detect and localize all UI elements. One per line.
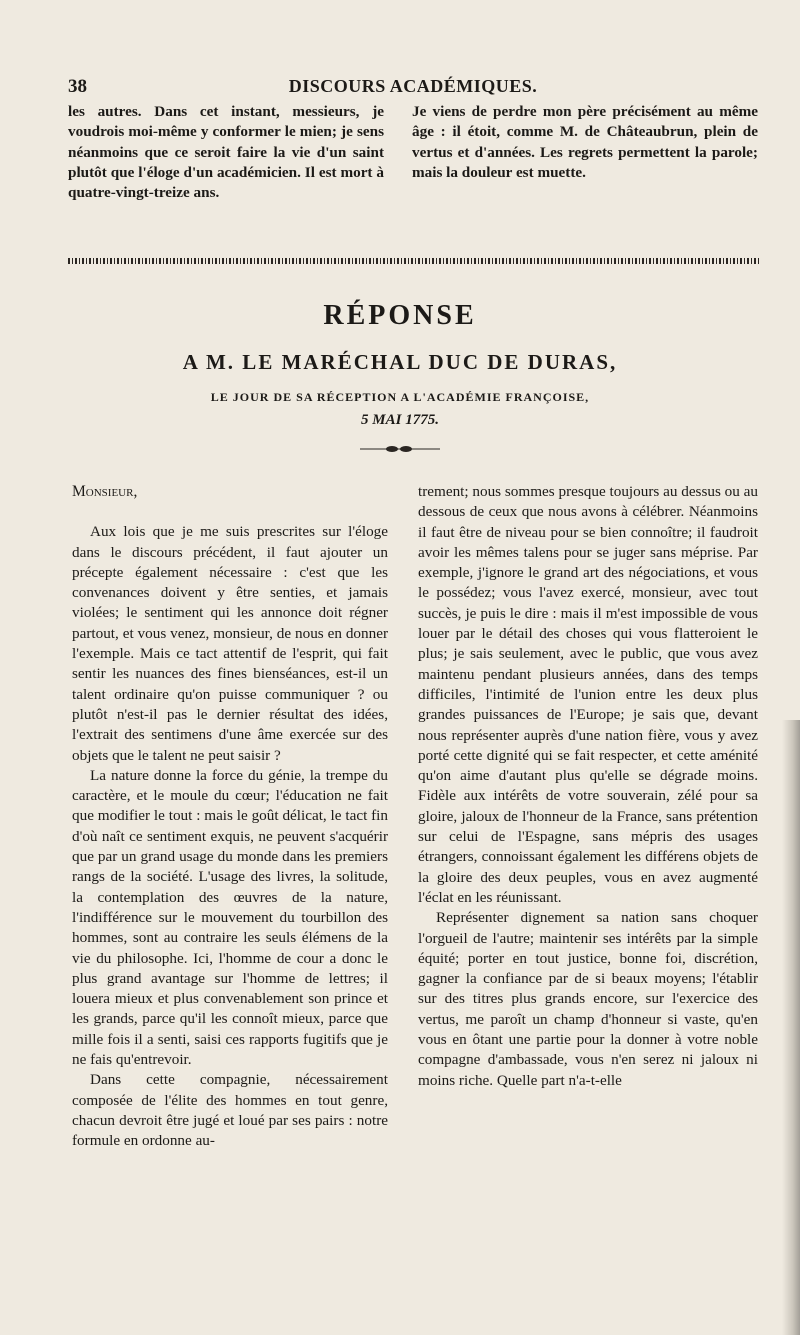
paragraph: Dans cette compagnie, nécessairement composée de l'élite des hommes en tout genre, chacun devroit être jugé et loué par ses pairs : notre formule en ordonne au- bbox=[72, 1071, 388, 1150]
speech-right-column bbox=[418, 482, 758, 1091]
running-title: DISCOURS ACADÉMIQUES. bbox=[288, 76, 538, 96]
paragraph: Représenter dignement sa nation sans choquer l'orgueil de l'autre; maintenir ses intérêts par la simple équité; porter en tout justice, bonne foi, discrétion, gagner la confiance par de si beaux moyens; l'établir sur des titres plus grands encore, sur l'exercice des vertus, me paroît un champ d'honneur si vaste, qu'en vous en ôtant une partie pour la donner à votre noble compagne d'ambassade, vous n'en serez ni jaloux ni moins riche. Quelle part n'a-t-elle bbox=[418, 909, 758, 1089]
scan-edge-shadow bbox=[782, 720, 800, 1335]
ornamental-rule bbox=[68, 258, 760, 264]
running-head bbox=[68, 76, 758, 100]
heading-recipient: A M. LE MARÉCHAL DUC DE DURAS, bbox=[182, 350, 618, 374]
separator-ornament bbox=[360, 444, 440, 454]
heading-reponse: RÉPONSE bbox=[323, 300, 477, 331]
continued-text-right: Je viens de perdre mon père précisément au même âge : il étoit, comme M. de Châteaubrun, plein de vertus et d'années. Les regrets permettent la parole; mais la douleur est muette. bbox=[412, 103, 758, 181]
heading-date: 5 MAI 1775. bbox=[361, 412, 439, 428]
paragraph: trement; nous sommes presque toujours au dessus ou au dessous de ceux que nous avons à célébrer. Néanmoins il faut être de niveau pour se bien connoître; il faudroit avoir les mêmes talens pour se juger sans méprise. Par exemple, j'ignore le grand art des négociations, et vous le possédez; vous l'avez exercé, monsieur, avec tout succès, je puis le dire : mais il m'est impossible de vous louer par le détail des choses qui vous flatteroient le plus; je sais seulement, avec le public, que vous avez maintenu pendant plusieurs années, dans des temps difficiles, l'intimité de l'union entre les deux plus grandes puissances de l'Europe; je sais que, devant nous représenter auprès d'une nation fière, vous y avez porté cette dignité qui se fait respecter, et cette aménité qu'on aime d'autant plus qu'elle se dégrade moins. Fidèle aux intérêts de votre souverain, zélé pour sa gloire, jaloux de l'honneur de la France, sans prétention sur celui de l'Espagne, sans mépris des usages étrangers, connoissant également les différens objets de la gloire des deux peuples, vous en avez augmenté l'éclat en les réunissant. bbox=[418, 483, 758, 906]
heading-occasion: LE JOUR DE SA RÉCEPTION A L'ACADÉMIE FRANÇOISE, bbox=[210, 390, 590, 404]
paragraph: La nature donne la force du génie, la trempe du caractère, et le moule du cœur; l'éducation ne fait que modifier le tout : mais le goût délicat, le tact fin d'où naît ce sentiment exquis, ne peuvent s'acquérir que par un grand usage du monde dans les premiers rangs de la société. L'usage des livres, la solitude, la contemplation des œuvres de la nature, l'indifférence sur le mouvement du tourbillon des hommes, sont au contraire les seuls élémens de la vie du philosophe. Ici, l'homme de cour a donc le plus grand avantage sur l'homme de lettres; il louera mieux et plus convenablement son prince et les grands, parce qu'il les connoît mieux, parce que mille fois il a senti, saisi ces rapports fugitifs que je ne fais qu'entrevoir. bbox=[72, 766, 388, 1069]
speech-left-column bbox=[72, 482, 388, 1152]
continued-text-left: les autres. Dans cet instant, messieurs, je voudrois moi-même y conformer le mien; je sens néanmoins que ce seroit faire la vie d'un saint plutôt que l'éloge d'un académicien. Il est mort à quatre-vingt-treize ans. bbox=[68, 103, 384, 202]
salutation: Monsieur, bbox=[72, 483, 138, 500]
page-number: 38 bbox=[68, 76, 87, 97]
paragraph: Aux lois que je me suis prescrites sur l'éloge dans le discours précédent, il faut ajouter un précepte également nécessaire : c'est que les convenances doivent y être senties, et jamais violées; le sentiment qui les annonce doit régner partout, et vous venez, monsieur, de nous en donner l'exemple. Mais ce tact attentif de l'esprit, qui fait sentir les nuances des fines bienséances, est-il un talent ordinaire qu'on puisse communiquer ? ou plutôt n'est-il pas le dernier résultat des idées, l'extrait des sentimens d'une âme exercée sur des objets que le talent ne peut saisir ? bbox=[72, 523, 388, 764]
